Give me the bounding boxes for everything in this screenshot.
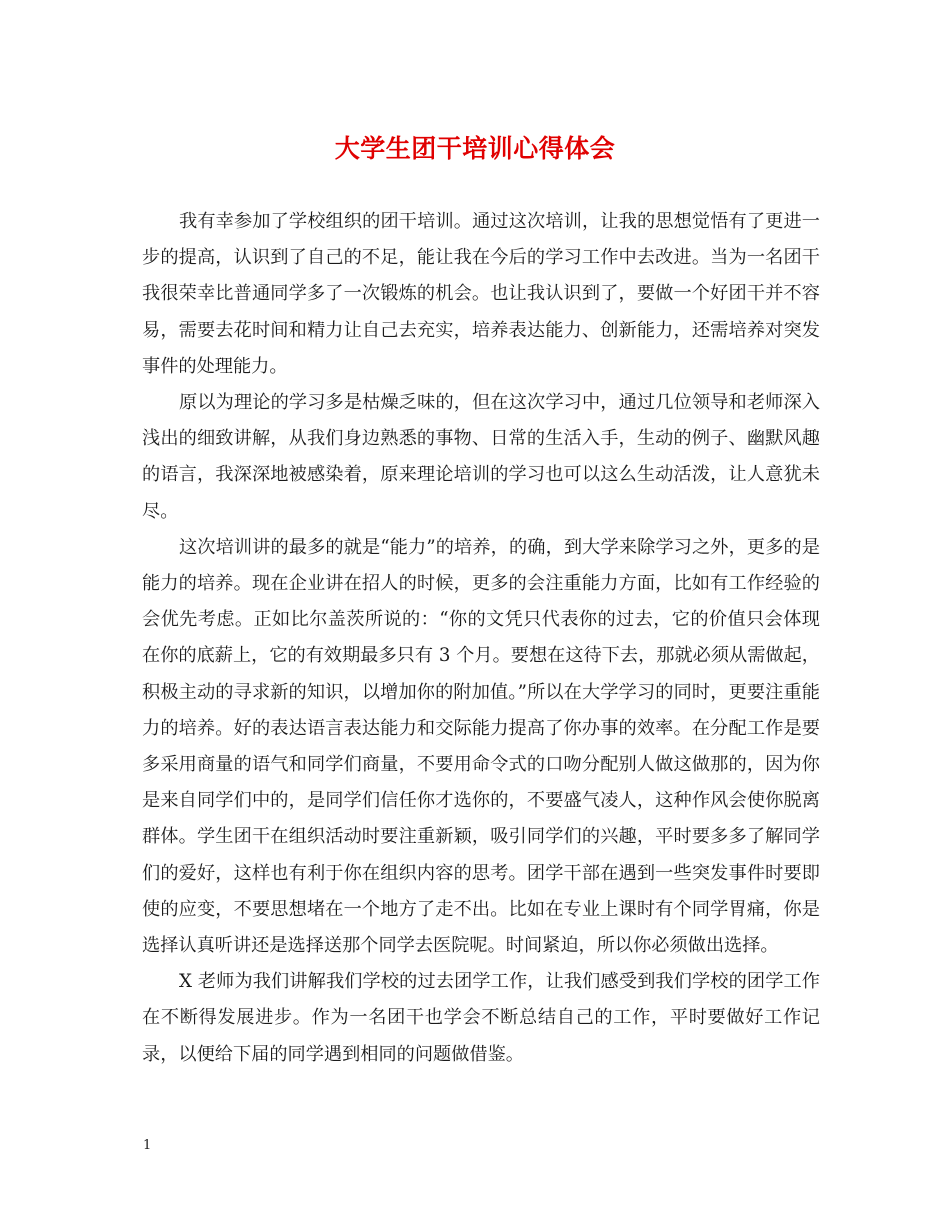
- document-body: [142, 204, 820, 1073]
- paragraph-1: 我有幸参加了学校组织的团干培训。通过这次培训，让我的思想觉悟有了更进一步的提高，认识到了自己的不足，能让我在今后的学习工作中去改进。当为一名团干我很荣幸比普通同学多了一次锻炼的机会。也让我认识到了，要做一个好团干并不容易，需要去花时间和精力让自己去充实，培养表达能力、创新能力，还需培养对突发事件的处理能力。: [142, 211, 820, 377]
- document-title: 大学生团干培训心得体会: [334, 134, 616, 163]
- paragraph-3: 这次培训讲的最多的就是“能力”的培养，的确，到大学来除学习之外，更多的是能力的培养。现在企业讲在招人的时候，更多的会注重能力方面，比如有工作经验的会优先考虑。正如比尔盖茨所说的：“你的文凭只代表你的过去，它的价值只会体现在你的底薪上，它的有效期最多只有 3 个月。要想在这待下去，那就必须从需做起，积极主动的寻求新的知识，以增加你的附加值。”所以在大学学习的同时，更要注重能力的培养。好的表达语言表达能力和交际能力提高了你办事的效率。在分配工作是要多采用商量的语气和同学们商量，不要用命令式的口吻分配别人做这做那的，因为你是来自同学们中的，是同学们信任你才选你的，不要盛气凌人，这种作风会使你脱离群体。学生团干在组织活动时要注重新颖，吸引同学们的兴趣，平时要多多了解同学们的爱好，这样也有利于你在组织内容的思考。团学干部在遇到一些突发事件时要即使的应变，不要思想堵在一个地方了走不出。比如在专业上课时有个同学胃痛，你是选择认真听讲还是选择送那个同学去医院呢。时间紧迫，所以你必须做出选择。: [142, 536, 820, 957]
- paragraph-2: 原以为理论的学习多是枯燥乏味的，但在这次学习中，通过几位领导和老师深入浅出的细致讲解，从我们身边熟悉的事物、日常的生活入手，生动的例子、幽默风趣的语言，我深深地被感染着，原来理论培训的学习也可以这么生动活泼，让人意犹未尽。: [142, 392, 820, 522]
- page-number: 1: [143, 1138, 152, 1153]
- paragraph-4: X 老师为我们讲解我们学校的过去团学工作，让我们感受到我们学校的团学工作在不断得发展进步。作为一名团干也学会不断总结自己的工作，平时要做好工作记录，以便给下届的同学遇到相同的问题做借鉴。: [142, 971, 820, 1065]
